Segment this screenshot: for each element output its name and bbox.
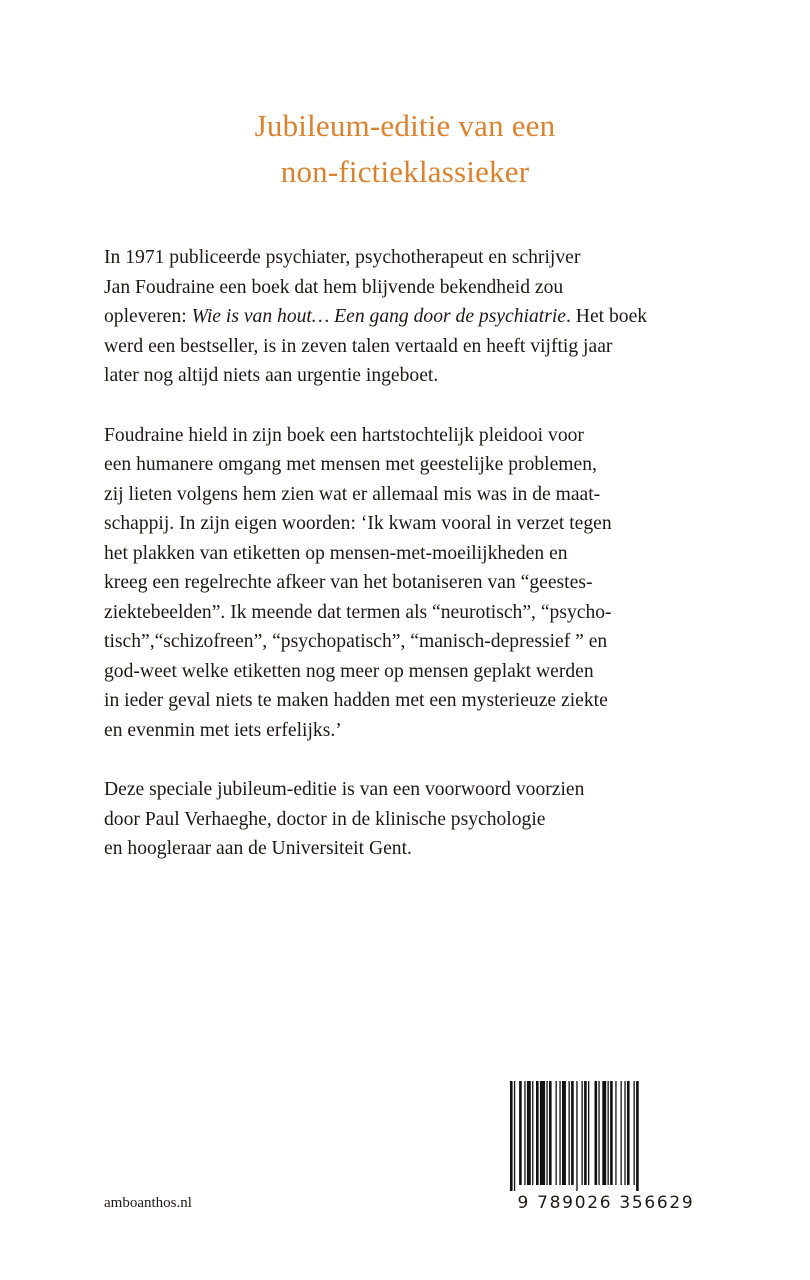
barcode-bar: [519, 1081, 522, 1185]
text-line: Foudraine hield in zijn boek een hartstochtelijk pleidooi voor: [104, 424, 584, 446]
barcode-bar: [536, 1081, 539, 1185]
barcode-bar: [636, 1081, 639, 1191]
title-line: Jubileum-editie van een: [254, 108, 556, 143]
blurb-paragraph: [104, 421, 704, 746]
isbn-barcode: [508, 1081, 704, 1221]
barcode-bar: [582, 1081, 583, 1185]
text-line: god-weet welke etiketten nog meer op mensen geplakt werden: [104, 660, 594, 682]
barcode-bar: [571, 1081, 574, 1185]
book-subtitle: [0, 103, 810, 195]
text-line: opleveren:: [104, 306, 192, 327]
blurb-paragraph: [104, 243, 704, 391]
barcode-bar: [559, 1081, 560, 1185]
text-line: Deze speciale jubileum-editie is van een voorwoord voorzien: [104, 779, 585, 800]
barcode-bar: [527, 1081, 531, 1185]
text-line: door Paul Verhaeghe, doctor in de klinische psychologie: [104, 808, 546, 830]
barcode-bars: [508, 1081, 704, 1191]
text-line: tisch”,“schizofreen”, “psychopatisch”, “manisch-depressief ” en: [104, 631, 608, 652]
barcode-bar: [556, 1081, 557, 1185]
text-line: later nog altijd niets aan urgentie ingeboet.: [104, 365, 439, 386]
barcode-bar: [532, 1081, 533, 1185]
barcode-bar: [624, 1081, 625, 1185]
barcode-bar: [584, 1081, 587, 1185]
barcode-bar: [510, 1081, 513, 1191]
text-line: schappij. In zijn eigen woorden: ‘Ik kwam vooral in verzet tegen: [104, 513, 612, 534]
barcode-bar: [610, 1081, 613, 1185]
barcode-bar: [540, 1081, 545, 1185]
text-line: ziektebeelden”. Ik meende dat termen als “neurotisch”, “psycho-: [104, 601, 612, 623]
isbn-number: 9 789026 356629: [517, 1193, 695, 1213]
barcode-bar: [608, 1081, 609, 1185]
barcode-bar: [595, 1081, 598, 1185]
text-line: en hoogleraar aan de Universiteit Gent.: [104, 838, 412, 859]
barcode-bar: [588, 1081, 589, 1185]
text-line: een humanere omgang met mensen met geestelijke problemen,: [104, 454, 597, 475]
blurb-paragraph: [104, 775, 704, 864]
blurb-text: [104, 243, 704, 894]
barcode-bar: [546, 1081, 547, 1185]
barcode-bar: [621, 1081, 622, 1185]
barcode-bar: [562, 1081, 566, 1185]
barcode-bar: [524, 1081, 525, 1185]
text-line: en evenmin met iets erfelijks.’: [104, 719, 342, 741]
text-line: werd een bestseller, is in zeven talen vertaald en heeft vijftig jaar: [104, 335, 613, 357]
barcode-bar: [569, 1081, 570, 1185]
barcode-bar: [634, 1081, 635, 1185]
text-line: zij lieten volgens hem zien wat er allemaal mis was in de maat-: [104, 483, 601, 505]
barcode-bar: [549, 1081, 552, 1185]
barcode-bar: [598, 1081, 599, 1185]
publisher-website: amboanthos.nl: [104, 1195, 192, 1211]
barcode-bar: [576, 1081, 577, 1191]
book-title-italic: Wie is van hout… Een gang door de psychiatrie: [191, 306, 566, 327]
text-line: kreeg een regelrechte afkeer van het botaniseren van “geestes-: [104, 572, 593, 593]
barcode-bar: [602, 1081, 606, 1185]
title-line: non-fictieklassieker: [280, 154, 530, 189]
barcode-bar: [627, 1081, 630, 1185]
barcode-bar: [514, 1081, 515, 1191]
text-line: In 1971 publiceerde psychiater, psychotherapeut en schrijver: [104, 247, 581, 268]
text-line: . Het boek: [566, 306, 648, 327]
text-line: Jan Foudraine een boek dat hem blijvende bekendheid zou: [104, 276, 564, 298]
text-line: het plakken van etiketten op mensen-met-moeilijkheden en: [104, 542, 568, 564]
text-line: in ieder geval niets te maken hadden met een mysterieuze ziekte: [104, 690, 608, 711]
barcode-bar: [615, 1081, 616, 1185]
